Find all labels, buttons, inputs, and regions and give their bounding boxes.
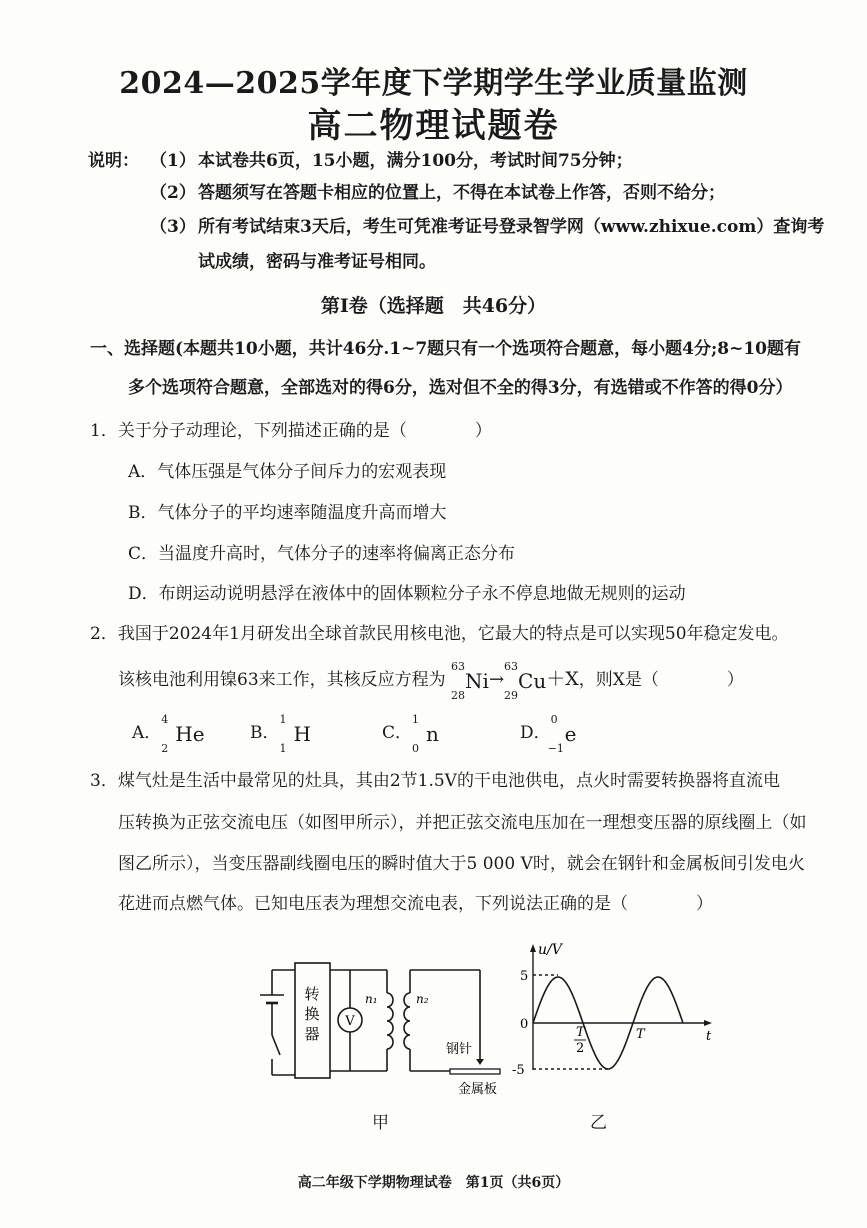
q2-option-d [520, 712, 577, 755]
note-2-text: 答题须写在答题卡相应的位置上，不得在本试卷上作答，否则不给分； [198, 183, 725, 203]
metal-plate [450, 1069, 500, 1074]
page-footer: 高二年级下学期物理试卷 第1页（共6页） [297, 1175, 570, 1191]
converter-char-3: 器 [304, 1025, 320, 1043]
n1-label: n₁ [365, 992, 378, 1006]
q2-option-b [250, 712, 311, 755]
q3-line4: 花进而点燃气体。已知电压表为理想交流电表，下列说法正确的是（ ） [118, 894, 713, 914]
q1-option-a: A．气体压强是气体分子间斥力的宏观表现 [128, 462, 447, 482]
nuclide-e0 [547, 712, 577, 755]
cu-z: 29 [504, 688, 519, 702]
figure-jia-circuit [250, 955, 510, 1105]
ni-mass: 63 [451, 659, 466, 673]
tick-period: T [636, 1027, 645, 1042]
q2-option-a [132, 712, 205, 755]
x-axis-label: t [706, 1029, 712, 1044]
converter-char-1: 转 [304, 985, 320, 1003]
section-title: 第Ⅰ卷（选择题 共46分） [320, 295, 547, 317]
e-symbol: e [564, 721, 577, 746]
y-axis-label: u/V [538, 942, 562, 958]
n2-label: n₂ [416, 992, 429, 1006]
exam-title-year: 2024—2025学年度下学期学生学业质量监测 [119, 66, 748, 101]
q3-line1: 3．煤气灶是生活中最常见的灶具，其由2节1.5V的干电池供电，点火时需要转换器将直流电 [90, 771, 780, 791]
tick-0: 0 [520, 1017, 529, 1032]
figure-jia-caption: 甲 [372, 1113, 389, 1133]
q1-option-c: C．当温度升高时，气体分子的速率将偏离正态分布 [128, 544, 516, 564]
cu-mass: 63 [504, 659, 519, 673]
q2-line2-suffix: ，则X是（ ） [578, 670, 744, 690]
secondary-coil [404, 993, 410, 1049]
primary-coil [387, 993, 393, 1049]
plate-label: 金属板 [458, 1082, 498, 1097]
n-z: 0 [412, 741, 420, 755]
n-symbol: n [426, 721, 439, 746]
q1-stem: 1．关于分子动理论，下列描述正确的是（ ） [90, 421, 492, 441]
q2-option-c-label: C． [382, 723, 413, 743]
figure-yi-waveform [508, 940, 718, 1080]
part1-instructions-line2: 多个选项符合题意，全部选对的得6分，选对但不全的得3分，有选错或不作答的得0分） [128, 378, 793, 398]
note-3-continued: 试成绩，密码与准考证号相同。 [198, 252, 436, 272]
q1-option-d: D．布朗运动说明悬浮在液体中的固体颗粒分子永不停息地做无规则的运动 [128, 584, 686, 604]
needle-tip [476, 1059, 484, 1065]
converter-char-2: 换 [304, 1005, 320, 1023]
plus-x: ＋X [546, 668, 579, 690]
reaction-arrow: → [488, 669, 505, 690]
he-symbol: He [175, 721, 205, 746]
q2-option-a-label: A． [132, 723, 162, 743]
note-2-num: （2） [150, 183, 196, 203]
tick-half-period-den: 2 [576, 1041, 585, 1056]
ni-z: 28 [451, 688, 466, 702]
q3-line2: 压转换为正弦交流电压（如图甲所示），并把正弦交流电压加在一理想变压器的原线圈上（如 [118, 813, 807, 833]
he-z: 2 [161, 741, 169, 755]
note-1-text: 本试卷共6页，15小题，满分100分，考试时间75分钟； [198, 151, 633, 171]
he-mass: 4 [161, 712, 169, 726]
x-axis-arrow [704, 1020, 712, 1026]
q2-line2-prefix: 该核电池利用镍63来工作，其核反应方程为 [118, 670, 446, 690]
note-3-text: 所有考试结束3天后，考生可凭准考证号登录智学网（www.zhixue.com）查询考 [198, 217, 825, 237]
q2-option-b-label: B． [250, 723, 280, 743]
nuclide-he4 [161, 712, 205, 755]
nuclide-n1 [412, 712, 439, 755]
h-mass: 1 [279, 712, 287, 726]
figure-yi-caption: 乙 [590, 1113, 607, 1133]
q1-option-b: B．气体分子的平均速率随温度升高而增大 [128, 503, 447, 523]
n-mass: 1 [412, 712, 420, 726]
cu-symbol: Cu [518, 668, 547, 693]
tick-half-period-num: T [576, 1025, 585, 1040]
nuclide-cu63 [504, 659, 547, 702]
part1-instructions-line1: 一、选择题(本题共10小题，共计46分.1~7题只有一个选项符合题意，每小题4分;8~10题有 [90, 339, 802, 359]
tick-5: 5 [520, 969, 529, 984]
h-symbol: H [293, 721, 311, 746]
exam-title-subject: 高二物理试题卷 [307, 106, 560, 146]
e-z: −1 [547, 741, 564, 755]
q3-line3: 图乙所示），当变压器副线圈电压的瞬时值大于5 000 V时，就会在钢针和金属板间引发电火 [118, 854, 805, 874]
notes-label: 说明： [88, 151, 139, 171]
nuclide-h1 [279, 712, 311, 755]
e-mass: 0 [550, 712, 558, 726]
note-1-num: （1） [150, 151, 196, 171]
q2-option-c [382, 712, 439, 755]
q2-line2 [118, 659, 744, 702]
voltmeter-label: V [345, 1014, 355, 1029]
needle-label: 钢针 [446, 1042, 473, 1057]
note-3-num: （3） [150, 217, 196, 237]
h-z: 1 [279, 741, 287, 755]
ni-symbol: Ni [465, 668, 489, 693]
q2-line1: 2．我国于2024年1月研发出全球首款民用核电池，它最大的特点是可以实现50年稳定发电。 [90, 624, 789, 644]
y-axis-arrow [530, 944, 536, 952]
switch [272, 1035, 280, 1055]
nuclide-ni63 [451, 659, 489, 702]
q2-option-d-label: D． [520, 723, 551, 743]
tick-minus-5: -5 [512, 1063, 525, 1078]
